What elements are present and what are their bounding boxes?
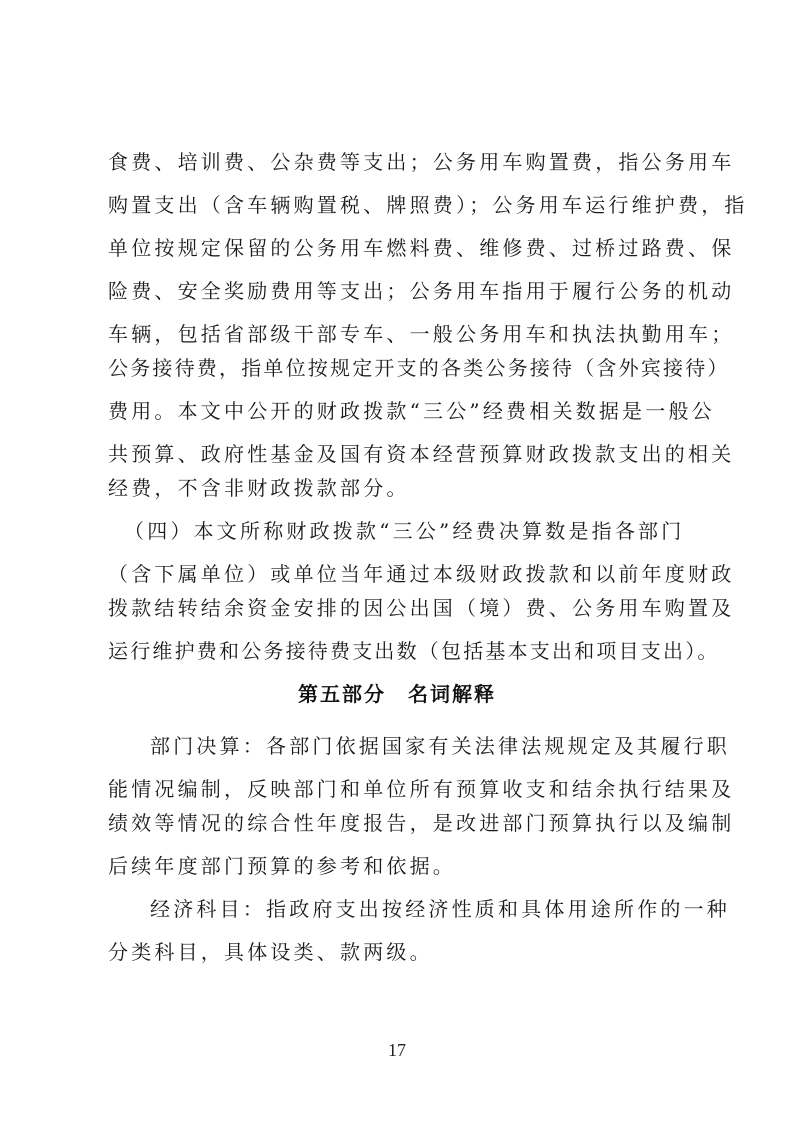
section-heading: 第五部分 名词解释 (298, 682, 496, 706)
paragraph-line: （含下属单位）或单位当年通过本级财政拨款和以前年度财政 (108, 562, 735, 586)
paragraph-line: 险费、安全奖励费用等支出；公务用车指用于履行公务的机动 (108, 279, 735, 303)
paragraph-line: 能情况编制，反映部门和单位所有预算收支和结余执行结果及 (108, 777, 735, 801)
paragraph-line: 车辆，包括省部级干部专车、一般公务用车和执法执勤用车； (108, 322, 735, 346)
paragraph-line: 运行维护费和公务接待费支出数（包括基本支出和项目支出）。 (108, 639, 720, 663)
paragraph-line: 购置支出（含车辆购置税、牌照费）；公务用车运行维护费，指 (108, 193, 748, 217)
paragraph-line: 经费，不含非财政拨款部分。 (108, 476, 410, 500)
paragraph-line: 分类科目，具体设类、款两级。 (108, 940, 433, 964)
paragraph-line: 经济科目：指政府支出按经济性质和具体用途所作的一种 (150, 897, 730, 921)
paragraph-line: 共预算、政府性基金及国有资本经营预算财政拨款支出的相关 (108, 442, 735, 466)
paragraph-line: 拨款结转结余资金安排的因公出国（境）费、公务用车购置及 (108, 596, 735, 620)
paragraph-line: （四）本文所称财政拨款“三公”经费决算数是指各部门 (124, 519, 685, 543)
paragraph-line: 食费、培训费、公杂费等支出；公务用车购置费，指公务用车 (108, 150, 735, 174)
paragraph-line: 费用。本文中公开的财政拨款“三公”经费相关数据是一般公 (108, 399, 715, 423)
paragraph-line: 后续年度部门预算的参考和依据。 (108, 854, 456, 878)
paragraph-line: 公务接待费，指单位按规定开支的各类公务接待（含外宾接待） (108, 356, 730, 380)
paragraph-line: 绩效等情况的综合性年度报告，是改进部门预算执行以及编制 (108, 811, 735, 835)
paragraph-line: 部门决算：各部门依据国家有关法律法规规定及其履行职 (150, 734, 730, 758)
paragraph-line: 单位按规定保留的公务用车燃料费、维修费、过桥过路费、保 (108, 236, 735, 260)
page-number: 17 (388, 1040, 406, 1060)
